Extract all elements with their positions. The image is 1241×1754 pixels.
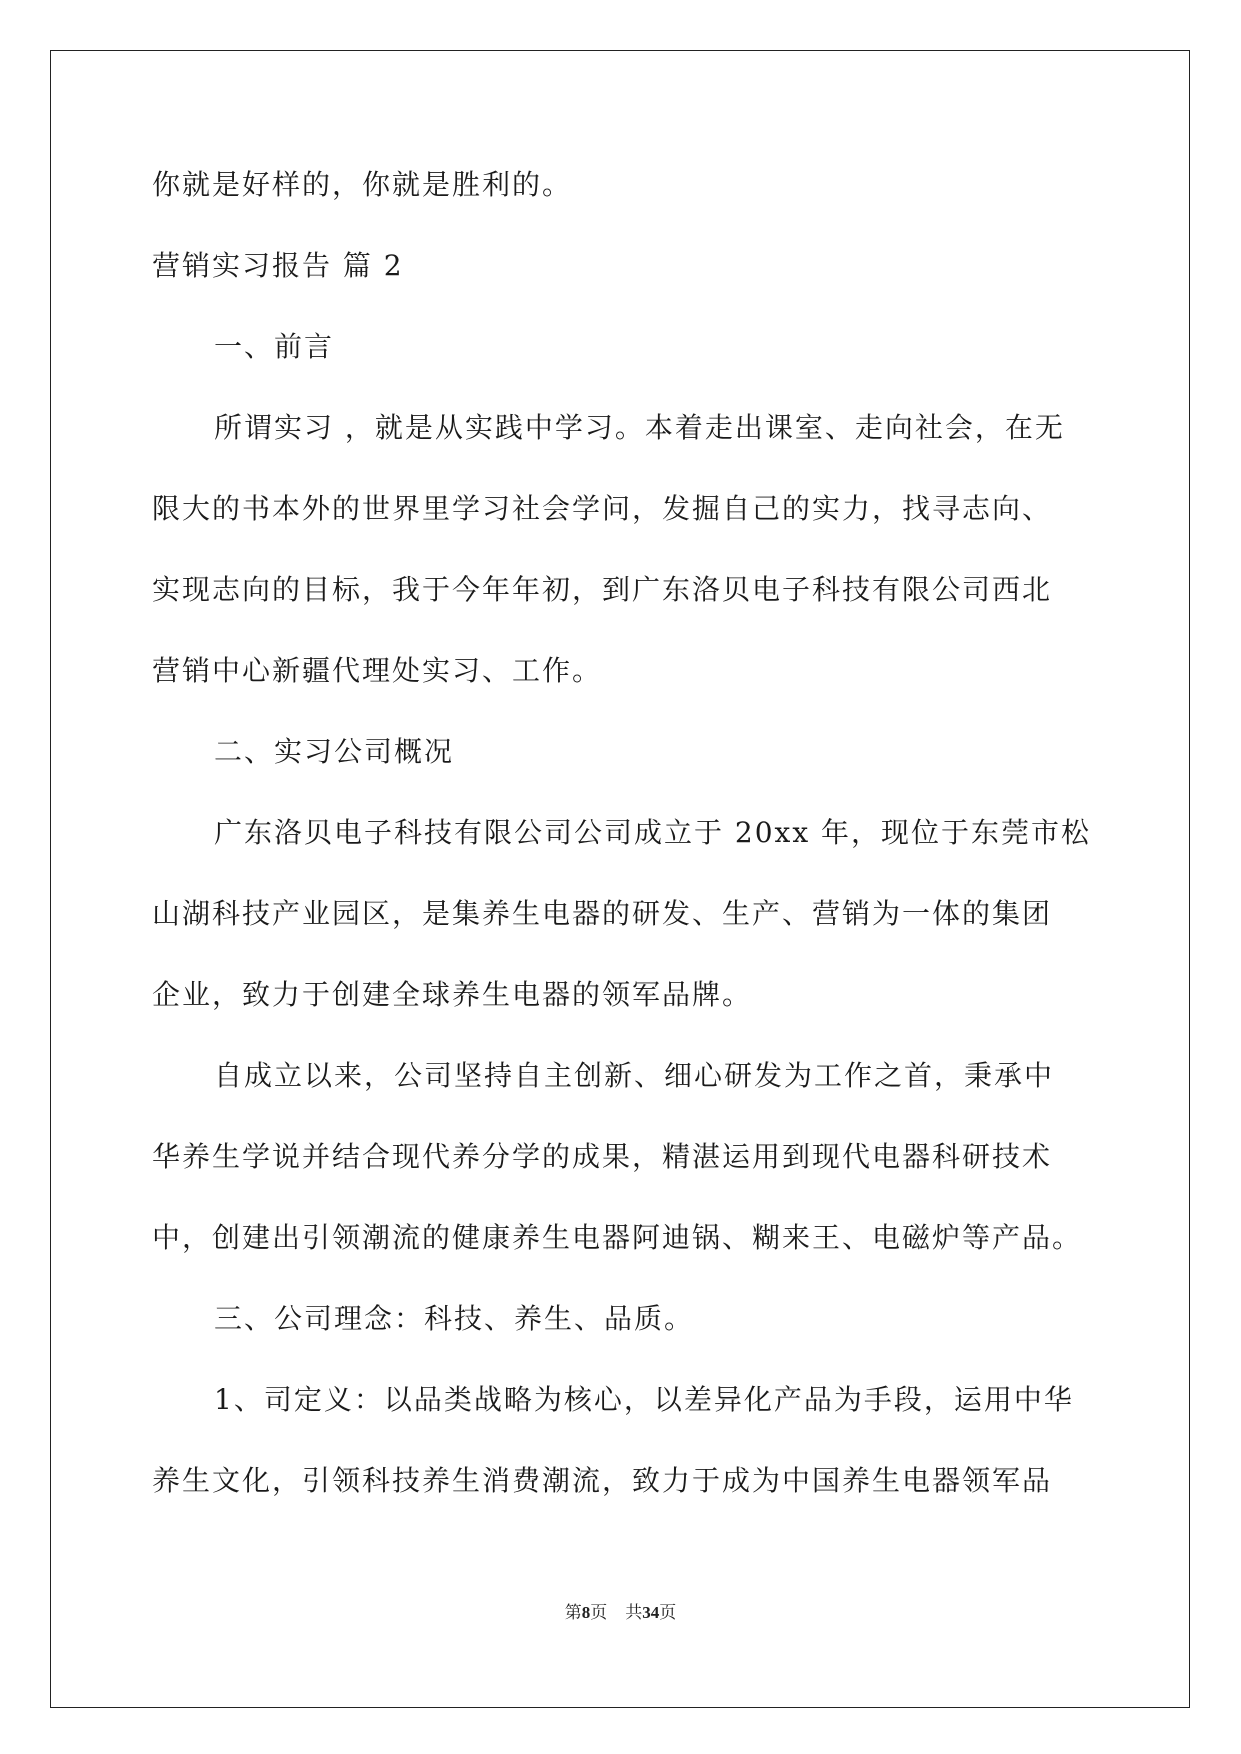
total-pages-prefix: 共 xyxy=(625,1603,643,1622)
paragraph-line: 自成立以来，公司坚持自主创新、细心研发为工作之首，秉承中 xyxy=(214,1059,1055,1092)
paragraph-line: 营销中心新疆代理处实习、工作。 xyxy=(152,654,603,687)
page-number-prefix: 第 xyxy=(564,1603,582,1622)
paragraph-line: 中，创建出引领潮流的健康养生电器阿迪锅、糊来王、电磁炉等产品。 xyxy=(152,1221,1083,1254)
current-page-number: 8 xyxy=(581,1603,591,1622)
document-body xyxy=(152,165,1092,1542)
paragraph-line: 广东洛贝电子科技有限公司公司成立于 20xx 年，现位于东莞市松 xyxy=(214,816,1092,849)
total-page-count: 34 xyxy=(642,1603,660,1622)
subsection-heading: 一、前言 xyxy=(214,330,335,363)
paragraph-line: 所谓实习 ，就是从实践中学习。本着走出课室、走向社会，在无 xyxy=(214,411,1065,444)
paragraph-line: 华养生学说并结合现代养分学的成果，精湛运用到现代电器科研技术 xyxy=(152,1140,1053,1173)
paragraph-line: 养生文化，引领科技养生消费潮流，致力于成为中国养生电器领军品 xyxy=(152,1464,1053,1497)
subsection-heading: 二、实习公司概况 xyxy=(214,735,455,768)
paragraph-line: 山湖科技产业园区，是集养生电器的研发、生产、营销为一体的集团 xyxy=(152,897,1053,930)
paragraph-line: 你就是好样的，你就是胜利的。 xyxy=(152,168,573,201)
page-number-suffix: 页 xyxy=(590,1603,608,1622)
paragraph-line: 限大的书本外的世界里学习社会学问，发掘自己的实力，找寻志向、 xyxy=(152,492,1053,525)
paragraph-line: 1、司定义：以品类战略为核心，以差异化产品为手段，运用中华 xyxy=(214,1383,1074,1416)
paragraph-line: 企业，致力于创建全球养生电器的领军品牌。 xyxy=(152,978,753,1011)
page-footer xyxy=(0,1598,1241,1623)
paragraph-line: 实现志向的目标，我于今年年初，到广东洛贝电子科技有限公司西北 xyxy=(152,573,1053,606)
subsection-heading: 三、公司理念：科技、养生、品质。 xyxy=(214,1302,695,1335)
section-heading: 营销实习报告 篇 2 xyxy=(152,249,404,282)
total-pages-suffix: 页 xyxy=(659,1603,677,1622)
